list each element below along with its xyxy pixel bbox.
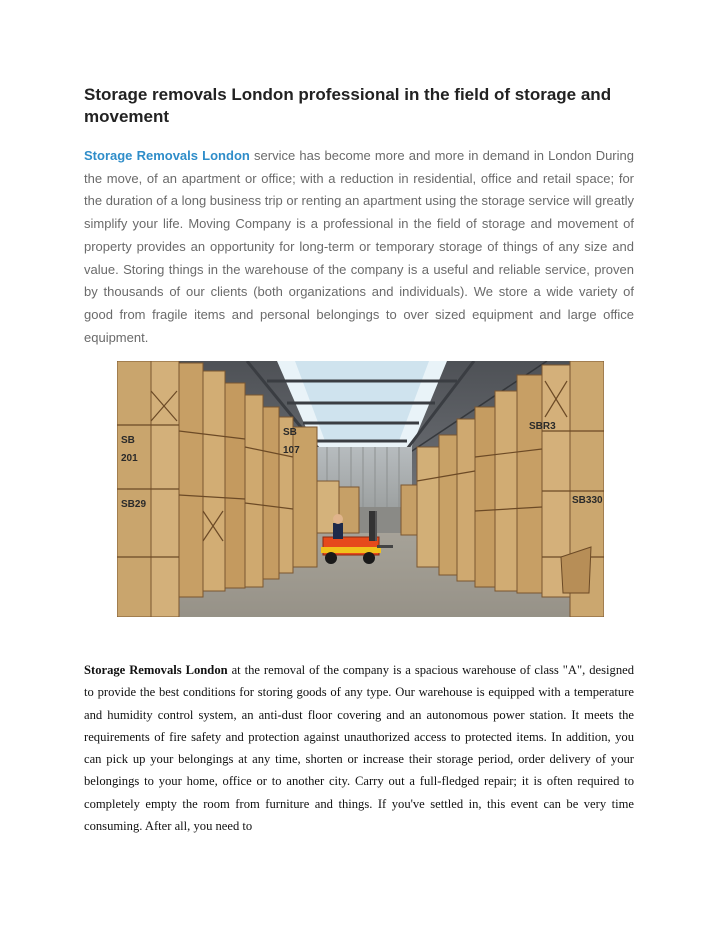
crate-label-6: SBR3 (529, 421, 556, 432)
intro-paragraph-text: service has become more and more in demand in London During the move, of an apartment or office; with a reduction in residential, office and retail space; for the duration of a long business trip or renting an apartment using the storage service will greatly simplify your life. Moving Company is a professional in the field of storage and movement of property provides an opportunity for long-term or temporary storage of things of any size and value. Storing things in the warehouse of the company is a useful and reliable service, proven by thousands of our clients (both organizations and individuals). We store a wide variety of good from fragile items and personal belongings to over sized equipment and large office equipment. (84, 148, 634, 345)
intro-paragraph (84, 145, 634, 349)
crate-label-2: 201 (121, 453, 138, 464)
document-title: Storage removals London professional in the field of storage and movement (84, 85, 612, 126)
storage-removals-london-link[interactable]: Storage Removals London (84, 148, 250, 163)
storage-description-paragraph (84, 659, 634, 837)
crate-label-4: 107 (283, 445, 300, 456)
storage-description-text: at the removal of the company is a spacious warehouse of class "A", designed to provide the best conditions for storing goods of any type. Our warehouse is equipped with a temperature and humidity control system, an anti-dust floor covering and an autonomous power station. It meets the requirements of fire safety and protection against unauthorized access to protected items. In addition, you can pick up your belongings at any time, shorten or increase their storage period, order delivery of your belongings to your home, office or to another city. Carry out a full-fledged repair; it is often required to completely empty the room from furniture and things. If you've settled in, this event can be very time consuming. After all, you need to (84, 663, 634, 834)
crate-label-5: SB29 (121, 499, 147, 510)
crate-label-7: SB330 (572, 495, 603, 506)
warehouse-photo (117, 361, 604, 617)
crate-label-3: SB (283, 427, 297, 438)
crate-label-1: SB (121, 435, 135, 446)
storage-removals-london-label: Storage Removals London (84, 663, 228, 677)
warehouse-photo-illustration (117, 361, 604, 617)
